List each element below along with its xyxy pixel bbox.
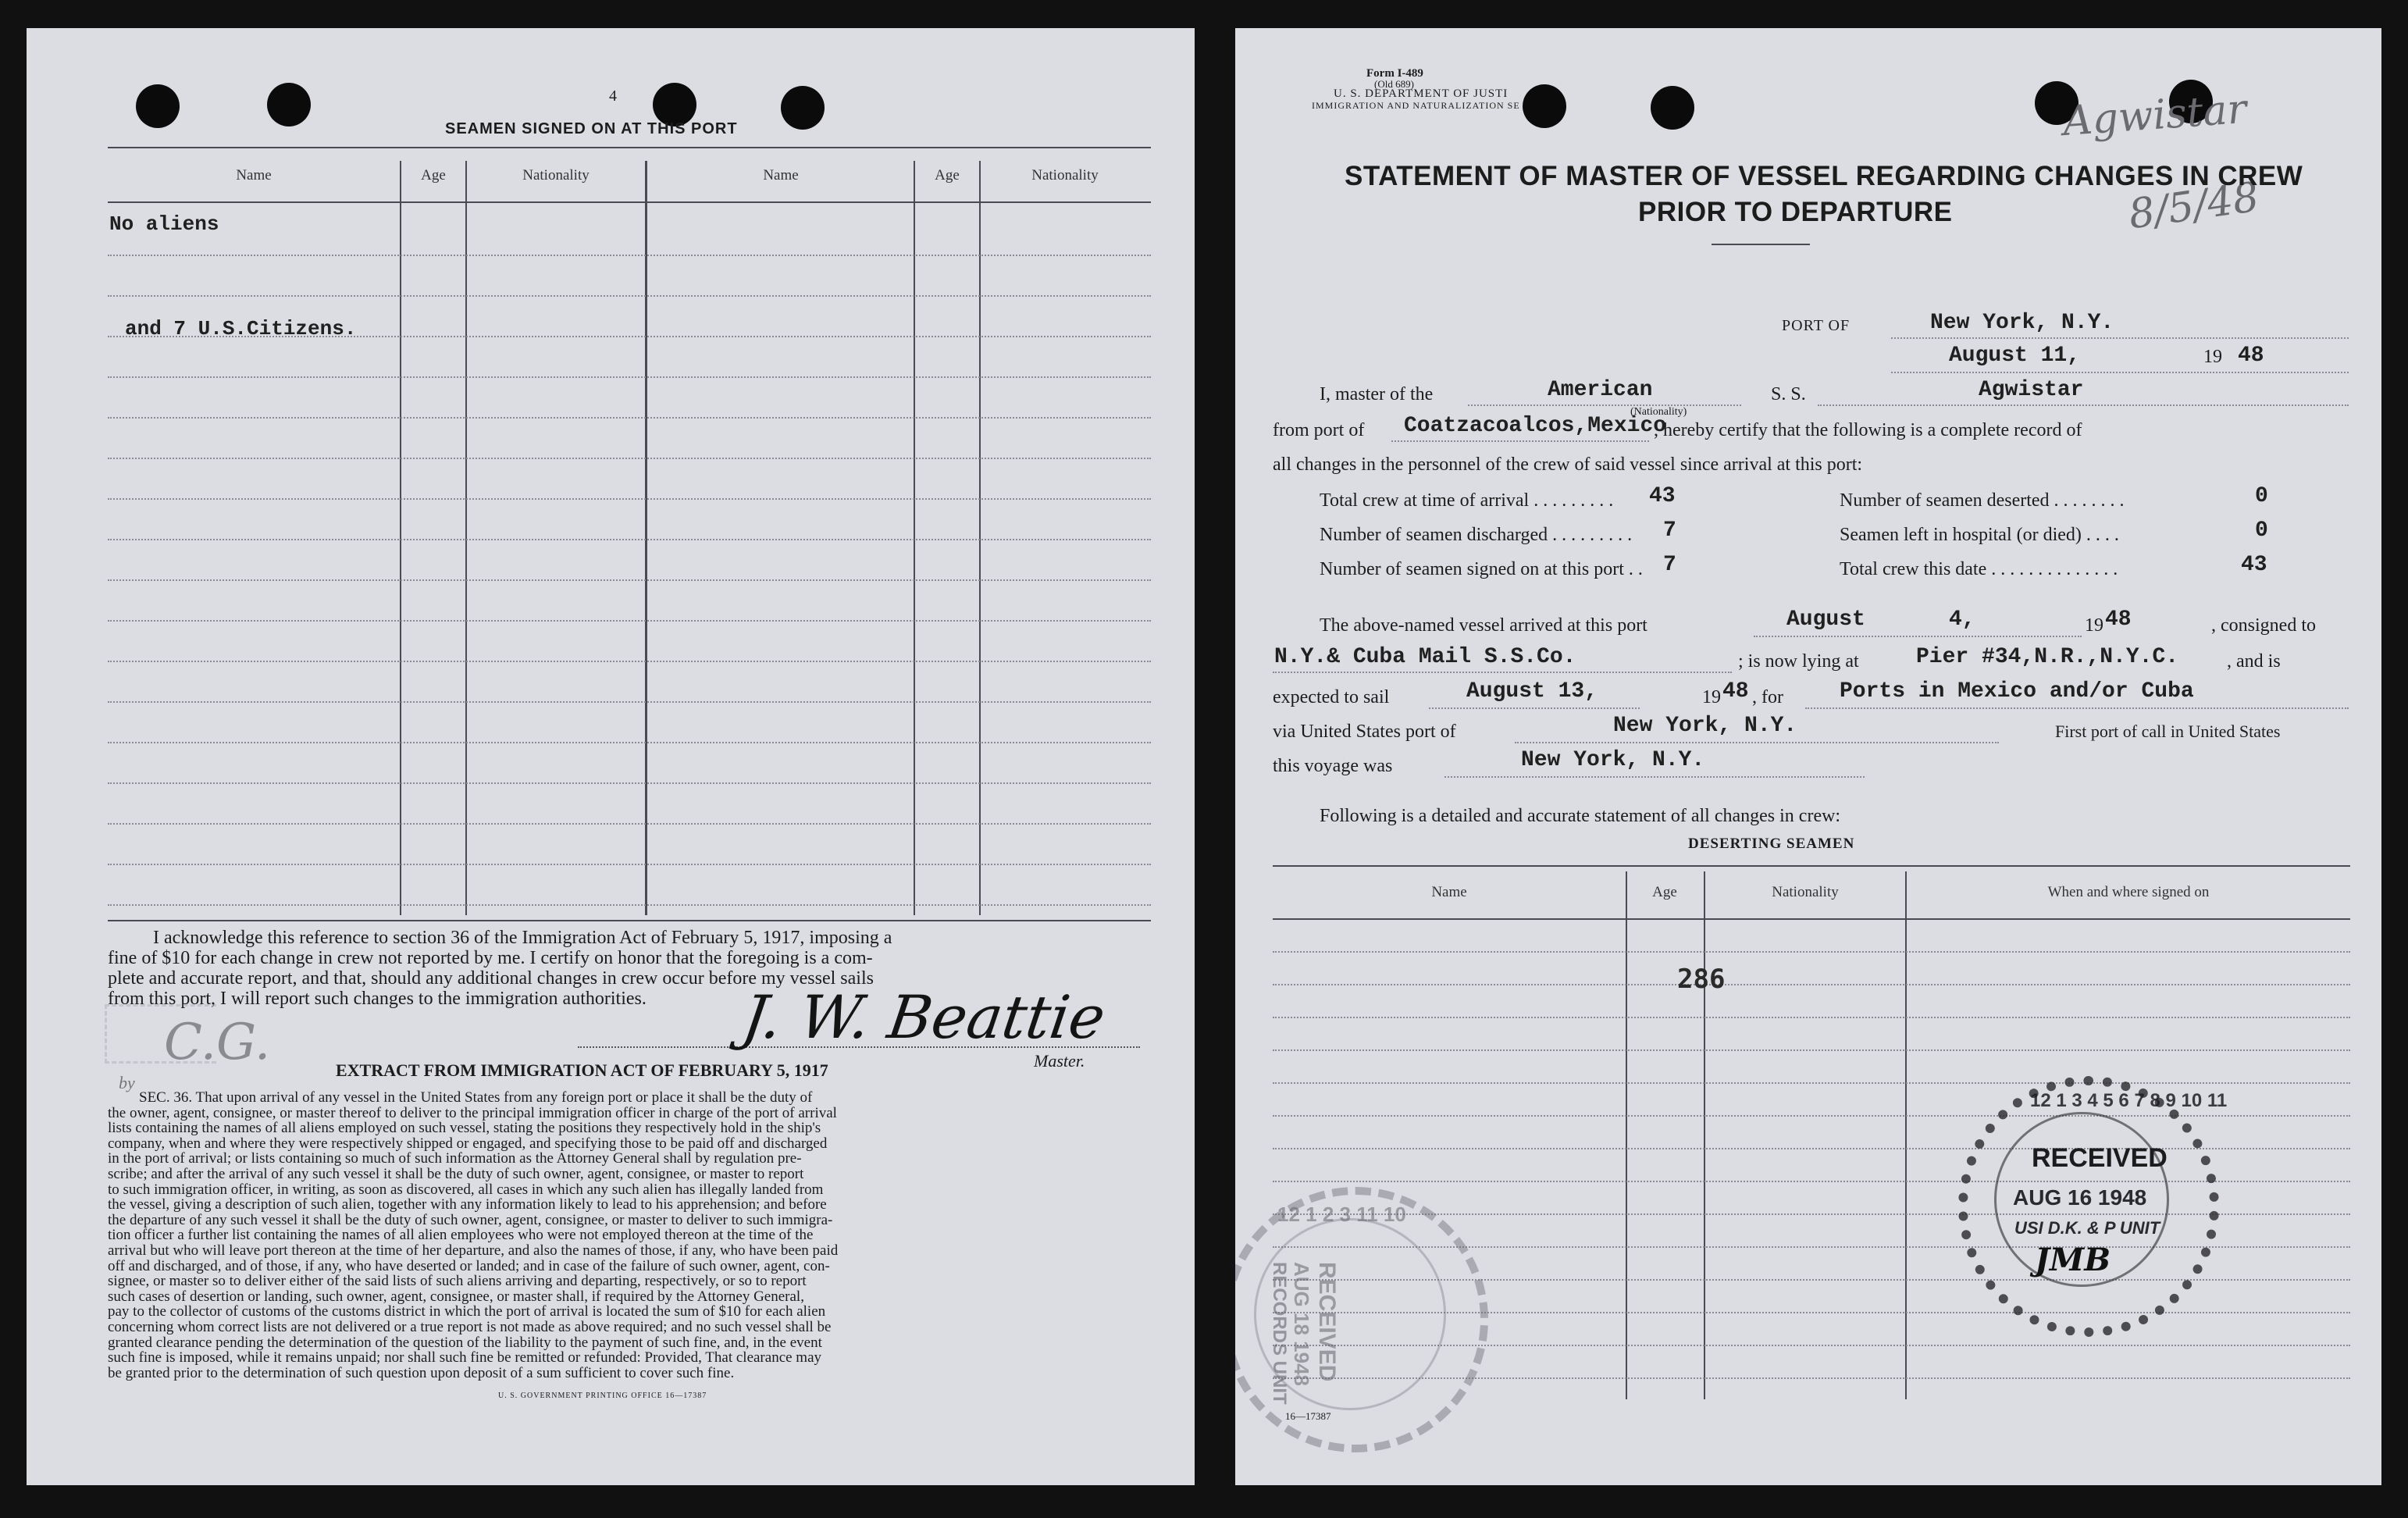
punch-hole <box>1651 86 1694 130</box>
certify-text-line2: all changes in the personnel of the crew of said vessel since arrival at this port: <box>1273 454 1863 475</box>
entry-no-aliens: No aliens <box>109 212 219 236</box>
following-label: Following is a detailed and accurate statement of all changes in crew: <box>1320 806 1841 826</box>
extract-line: signee, or master so to deliver either of the said lists of such aliens arriving and departing, respectively, or so to report <box>108 1273 807 1290</box>
extract-line: concerning whom correct lists are not delivered or a true report is not made as above required; and no such vessel shall be <box>108 1318 832 1335</box>
field-line <box>1515 742 1999 743</box>
destination-value: Ports in Mexico and/or Cuba <box>1840 679 2194 704</box>
title-rule <box>1712 244 1810 245</box>
field-line <box>1754 636 2082 637</box>
voyage-label: this voyage was <box>1273 756 1393 776</box>
extract-line: the departure of any such vessel it shall be the duty of such owner, agent, consignee, or master to deliver to such immigra- <box>108 1211 833 1228</box>
field-line <box>1818 404 2349 406</box>
form-title: STATEMENT OF MASTER OF VESSEL REGARDING CHANGES IN CREW <box>1345 161 2303 191</box>
stamp-word: RECEIVED <box>1314 1262 1340 1382</box>
table-bottom-rule <box>108 920 1151 921</box>
stat-value-discharged: 7 <box>1663 518 1676 543</box>
table-row <box>108 904 1151 906</box>
consignee-value: N.Y.& Cuba Mail S.S.Co. <box>1274 645 1576 669</box>
table-row <box>108 661 1151 662</box>
received-stamp <box>1958 1076 2228 1337</box>
column-header-age: Age <box>421 167 446 184</box>
arrived-label: The above-named vessel arrived at this port <box>1320 615 1647 636</box>
extract-line: granted clearance pending the determination of the question of the liability to the payment of such fine, and, in the event <box>108 1334 822 1351</box>
and-is-label: , and is <box>2227 651 2281 672</box>
table-row <box>108 255 1151 256</box>
pier-value: Pier #34,N.R.,N.Y.C. <box>1916 645 2179 669</box>
extract-line: be granted prior to the determination of such question upon deposit of a sum sufficient to cover such fine. <box>108 1364 735 1381</box>
table-row <box>1273 984 2350 985</box>
stat-label-total-arrival: Total crew at time of arrival . . . . . . . . . <box>1320 490 1614 511</box>
stat-value-hospital: 0 <box>2255 518 2268 543</box>
field-line <box>1891 372 2349 373</box>
stat-value-total-arrival: 43 <box>1649 484 1676 508</box>
margin-initials: C.G. <box>164 1014 271 1071</box>
column-header-name: Name <box>763 167 799 184</box>
arrived-day: 4, <box>1949 608 1975 632</box>
handwritten-date: 8/5/48 <box>2125 173 2262 239</box>
stamp-date: AUG 18 1948 <box>1290 1262 1313 1386</box>
extract-text <box>108 1090 1151 1381</box>
date-value: August 11, <box>1949 344 2081 368</box>
table-row <box>108 295 1151 297</box>
column-header-nationality: Nationality <box>1772 884 1839 900</box>
acknowledgement-line: plete and accurate report, and that, should any additional changes in crew occur before my vessel sails <box>108 968 874 989</box>
table-row <box>108 417 1151 419</box>
table-row <box>1273 951 2350 953</box>
consigned-label: , consigned to <box>2211 615 2316 636</box>
column-header-age: Age <box>935 167 960 184</box>
from-port-label: from port of <box>1273 420 1365 440</box>
service: IMMIGRATION AND NATURALIZATION SE <box>1312 100 1520 111</box>
extract-line: pay to the collector of customs of the customs district in which the port of arrival is located the sum of $10 for each alien <box>108 1303 826 1320</box>
table-row <box>108 498 1151 500</box>
extract-line: in the port of arrival; or lists containing so much of such information as the Attorney General shall by regulation pre- <box>108 1150 802 1167</box>
port-value: New York, N.Y. <box>1930 311 2114 335</box>
year-value: 48 <box>2238 344 2264 368</box>
sail-date-value: August 13, <box>1466 679 1598 704</box>
extract-line: the vessel, giving a description of such alien, together with any information likely to lead to his apprehension; and before <box>108 1196 827 1213</box>
stamp-word: RECEIVED <box>2032 1143 2168 1173</box>
stat-value-deserted: 0 <box>2255 484 2268 508</box>
punch-hole <box>1523 84 1566 128</box>
acknowledgement-line: I acknowledge this reference to section 36 of the Immigration Act of February 5, 1917, imposing a <box>153 928 892 948</box>
column-divider <box>979 161 981 915</box>
vessel-value: Agwistar <box>1979 378 2084 402</box>
table-row <box>108 539 1151 540</box>
footer-code: 16—17387 <box>1285 1410 1331 1422</box>
column-divider <box>465 161 467 915</box>
field-line <box>1429 707 1640 709</box>
table-top-rule <box>108 147 1151 148</box>
stamp-digits: 12 1 3 4 5 6 7 8 9 10 11 <box>2030 1090 2228 1111</box>
voyage-value: New York, N.Y. <box>1521 748 1705 772</box>
table-row <box>1273 1049 2350 1051</box>
table-row <box>108 376 1151 378</box>
stat-label-discharged: Number of seamen discharged . . . . . . . . . <box>1320 525 1633 545</box>
sail-year: 48 <box>1722 679 1749 704</box>
column-header-age: Age <box>1652 884 1677 900</box>
column-header-nationality: Nationality <box>522 167 590 184</box>
table-row <box>108 823 1151 825</box>
printer-line: U. S. GOVERNMENT PRINTING OFFICE 16—17387 <box>498 1392 707 1400</box>
acknowledgement-line: from this port, I will report such changes to the immigration authorities. <box>108 989 647 1009</box>
deserting-title: DESERTING SEAMEN <box>1688 836 1855 852</box>
table-row <box>1273 1017 2350 1018</box>
header-rule <box>108 201 1151 203</box>
via-label: via United States port of <box>1273 722 1456 742</box>
master-prefix: I, master of the <box>1320 384 1434 404</box>
sail-year-prefix: 19 <box>1702 687 1721 707</box>
arrived-month: August <box>1786 608 1865 632</box>
field-line <box>1805 707 2349 709</box>
signature-role: Master. <box>1034 1051 1085 1071</box>
extract-title: EXTRACT FROM IMMIGRATION ACT OF FEBRUARY 5, 1917 <box>336 1060 828 1080</box>
stat-label-hospital: Seamen left in hospital (or died) . . . . <box>1840 525 2119 545</box>
table-row <box>108 458 1151 459</box>
field-line <box>1273 672 1732 673</box>
stat-label-total-date: Total crew this date . . . . . . . . . . . . . . <box>1840 559 2118 579</box>
extract-line: SEC. 36. That upon arrival of any vessel in the United States from any foreign port or place it shall be the duty of <box>139 1089 813 1106</box>
punch-hole <box>781 86 825 130</box>
stat-label-deserted: Number of seamen deserted . . . . . . . . <box>1840 490 2125 511</box>
left-page <box>27 28 1195 1485</box>
column-divider <box>645 161 647 915</box>
column-divider <box>400 161 401 915</box>
acknowledgement-line: fine of $10 for each change in crew not reported by me. I certify on honor that the foregoing is a com- <box>108 948 873 968</box>
extract-line: off and discharged, and of those, if any, who have deserted or landed; and in case of the failure of such owner, agent, con- <box>108 1257 830 1274</box>
expected-label: expected to sail <box>1273 687 1390 707</box>
deserting-header-rule <box>1273 918 2350 920</box>
extract-line: arrival but who will leave port thereon at the time of her departure, and also the names of those, if any, who have been paid <box>108 1242 839 1259</box>
lying-label: ; is now lying at <box>1738 651 1859 672</box>
column-header-nationality: Nationality <box>1031 167 1099 184</box>
stat-value-signed-on: 7 <box>1663 553 1676 577</box>
stamp-digits: 12 1 2 3 11 10 <box>1277 1203 1406 1226</box>
from-port-value: Coatzacoalcos,Mexico <box>1404 414 1667 438</box>
form-number: Form I-489 <box>1366 67 1423 80</box>
arrived-year-prefix: 19 <box>2085 615 2103 636</box>
records-unit-stamp <box>1235 1187 1488 1452</box>
first-port-label: First port of call in United States <box>2055 722 2281 741</box>
deserting-top-rule <box>1273 865 2350 867</box>
port-label: PORT OF <box>1782 317 1851 334</box>
column-header-name: Name <box>236 167 272 184</box>
punch-hole <box>136 84 180 128</box>
extract-line: tion officer a further list containing the names of all alien employees who were not employed thereon at the time of the <box>108 1227 814 1244</box>
column-header-signed-on: When and where signed on <box>2047 884 2210 900</box>
via-value: New York, N.Y. <box>1613 714 1797 738</box>
stamp-date: AUG 16 1948 <box>2013 1185 2147 1210</box>
handwritten-vessel: Agwistar <box>2061 85 2249 146</box>
extract-line: lists containing the names of all aliens employed on such vessel, stating the positions they respectively hold in the ship's <box>108 1120 821 1137</box>
field-line <box>1391 440 1649 442</box>
field-line <box>1444 776 1865 778</box>
nationality-caption: (Nationality) <box>1630 406 1687 418</box>
extract-line: company, when and where they were respectively shipped or engaged, and specifying those to be paid off and discharged <box>108 1135 828 1152</box>
table-row <box>108 579 1151 581</box>
stat-value-total-date: 43 <box>2241 553 2267 577</box>
field-line <box>1891 337 2349 339</box>
stamp-initials: JMB <box>2035 1242 2111 1278</box>
table-row <box>108 782 1151 784</box>
certify-text: , hereby certify that the following is a complete record of <box>1654 420 2082 440</box>
form-subtitle: PRIOR TO DEPARTURE <box>1638 197 1953 227</box>
master-signature: J. W. Beattie <box>738 982 1110 1052</box>
page-number: 4 <box>609 87 617 105</box>
table-row <box>108 864 1151 865</box>
year-prefix: 19 <box>2203 347 2222 367</box>
department: U. S. DEPARTMENT OF JUSTI <box>1334 87 1509 100</box>
right-page <box>1235 28 2381 1485</box>
entry-us-citizens: and 7 U.S.Citizens. <box>125 317 357 340</box>
table-row <box>108 701 1151 703</box>
table-row <box>108 742 1151 743</box>
stamp-unit: RECORDS UNIT <box>1269 1262 1290 1405</box>
margin-mark: by <box>119 1073 135 1092</box>
stat-label-signed-on: Number of seamen signed on at this port . . <box>1320 559 1643 579</box>
extract-line: such fine is imposed, while it remains unpaid; nor shall such fine be remitted or refunded: Provided, That clearance may <box>108 1349 822 1367</box>
table-row <box>108 620 1151 622</box>
file-number: 286 <box>1677 964 1726 995</box>
column-header-name: Name <box>1431 884 1467 900</box>
field-line <box>1468 404 1741 406</box>
punch-hole <box>267 83 311 126</box>
stamp-unit: USI D.K. & P UNIT <box>2014 1218 2160 1238</box>
for-label: , for <box>1752 687 1783 707</box>
nationality-value: American <box>1548 378 1653 402</box>
extract-line: such cases of desertion or landing, such owner, agent, consignee, or master shall, if required by the Attorney General, <box>108 1288 804 1305</box>
extract-line: scribe; and after the arrival of any such vessel it shall be the duty of such owner, agent, consignee, or master to report <box>108 1165 804 1182</box>
table-row <box>1273 1082 2350 1084</box>
arrived-year: 48 <box>2105 608 2132 632</box>
column-divider <box>914 161 915 915</box>
ss-label: S. S. <box>1771 384 1806 404</box>
form-old: (Old 689) <box>1374 78 1414 90</box>
extract-line: the owner, agent, consignee, or master thereof to deliver to the principal immigration officer in charge of the port of arrival <box>108 1104 837 1121</box>
table-row <box>1273 1115 2350 1117</box>
section-title: SEAMEN SIGNED ON AT THIS PORT <box>445 120 738 137</box>
extract-line: to such immigration officer, in writing, as soon as discovered, all cases in which any such alien has illegally landed from <box>108 1181 824 1198</box>
